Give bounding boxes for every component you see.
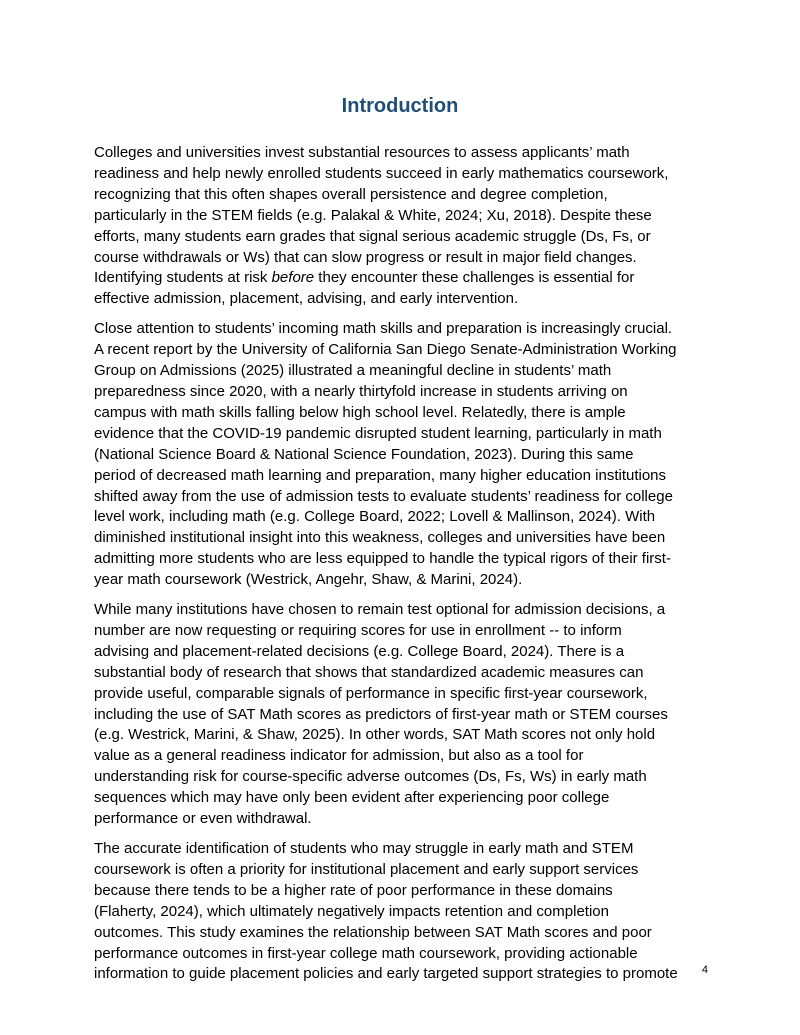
body-text — [94, 143, 718, 994]
text-line: period of decreased math learning and preparation, many higher education institutions — [94, 466, 667, 484]
text-line: particularly in the STEM fields (e.g. Palakal & White, 2024; Xu, 2018). Despite these — [94, 206, 652, 224]
text-line: because there tends to be a higher rate of poor performance in these domains — [94, 881, 613, 899]
text-line: year math coursework (Westrick, Angehr, Shaw, & Marini, 2024). — [94, 571, 523, 589]
text-line: outcomes. This study examines the relationship between SAT Math scores and poor — [94, 923, 652, 941]
text-line: information to guide placement policies and early targeted support strategies to promote — [94, 965, 678, 983]
text-line: shifted away from the use of admission tests to evaluate students’ readiness for college — [94, 487, 673, 505]
text-line: course withdrawals or Ws) that can slow progress or result in major field changes. — [94, 248, 637, 266]
paragraph-2 — [94, 319, 718, 591]
text-line: efforts, many students earn grades that signal serious academic struggle (Ds, Fs, or — [94, 227, 651, 245]
page-number: 4 — [701, 964, 708, 976]
text-line: Colleges and universities invest substantial resources to assess applicants’ math — [94, 144, 630, 161]
text-line: number are now requesting or requiring scores for use in enrollment -- to inform — [94, 621, 622, 639]
text-line: provide useful, comparable signals of performance in specific first-year coursework, — [94, 684, 648, 702]
text-line: (e.g. Westrick, Marini, & Shaw, 2025). In other words, SAT Math scores not only hold — [94, 726, 656, 744]
text-line: recognizing that this often shapes overall persistence and degree completion, — [94, 185, 608, 203]
text-line: preparedness since 2020, with a nearly thirtyfold increase in students arriving on — [94, 382, 628, 400]
text-line: admitting more students who are less equipped to handle the typical rigors of their first- — [94, 550, 671, 568]
text-line: diminished institutional insight into this weakness, colleges and universities have been — [94, 529, 666, 547]
text-line: The accurate identification of students who may struggle in early math and STEM — [94, 840, 634, 857]
text-line: substantial body of research that shows that standardized academic measures can — [94, 663, 644, 681]
text-line: including the use of SAT Math scores as predictors of first-year math or STEM courses — [94, 705, 668, 723]
text-line: readiness and help newly enrolled students succeed in early mathematics coursework, — [94, 164, 669, 182]
text-line: Close attention to students’ incoming math skills and preparation is increasingly crucial. — [94, 320, 673, 338]
text-segment: Identifying students at risk — [94, 269, 272, 287]
text-line: understanding risk for course-specific adverse outcomes (Ds, Fs, Ws) in early math — [94, 768, 647, 786]
text-line: level work, including math (e.g. College Board, 2022; Lovell & Mallinson, 2024). With — [94, 508, 656, 526]
text-line: evidence that the COVID-19 pandemic disrupted student learning, particularly in math — [94, 424, 662, 442]
paragraph-1 — [94, 143, 718, 310]
text-line: effective admission, placement, advising, and early intervention. — [94, 290, 519, 308]
text-line: While many institutions have chosen to remain test optional for admission decisions, a — [94, 601, 666, 619]
text-line: A recent report by the University of California San Diego Senate-Administration Working — [94, 341, 677, 359]
text-line: value as a general readiness indicator for admission, but also as a tool for — [94, 747, 584, 765]
text-line: (Flaherty, 2024), which ultimately negatively impacts retention and completion — [94, 902, 609, 920]
text-line: advising and placement-related decisions (e.g. College Board, 2024). There is a — [94, 642, 625, 660]
paragraph-4 — [94, 839, 718, 985]
text-line-with-emphasis — [94, 268, 718, 289]
text-line: performance or even withdrawal. — [94, 810, 312, 828]
text-line: sequences which may have only been evident after experiencing poor college — [94, 789, 610, 807]
text-segment: they encounter these challenges is essential for — [314, 269, 635, 287]
text-line: Group on Admissions (2025) illustrated a meaningful decline in students’ math — [94, 362, 612, 380]
text-line: (National Science Board & National Science Foundation, 2023). During this same — [94, 445, 634, 463]
emphasized-word: before — [271, 269, 315, 287]
text-line: coursework is often a priority for institutional placement and early support services — [94, 860, 639, 878]
text-line: campus with math skills falling below high school level. Relatedly, there is ample — [94, 403, 626, 421]
text-line: performance outcomes in first-year college math coursework, providing actionable — [94, 944, 638, 962]
paragraph-3 — [94, 600, 718, 830]
section-title: Introduction — [341, 95, 459, 117]
